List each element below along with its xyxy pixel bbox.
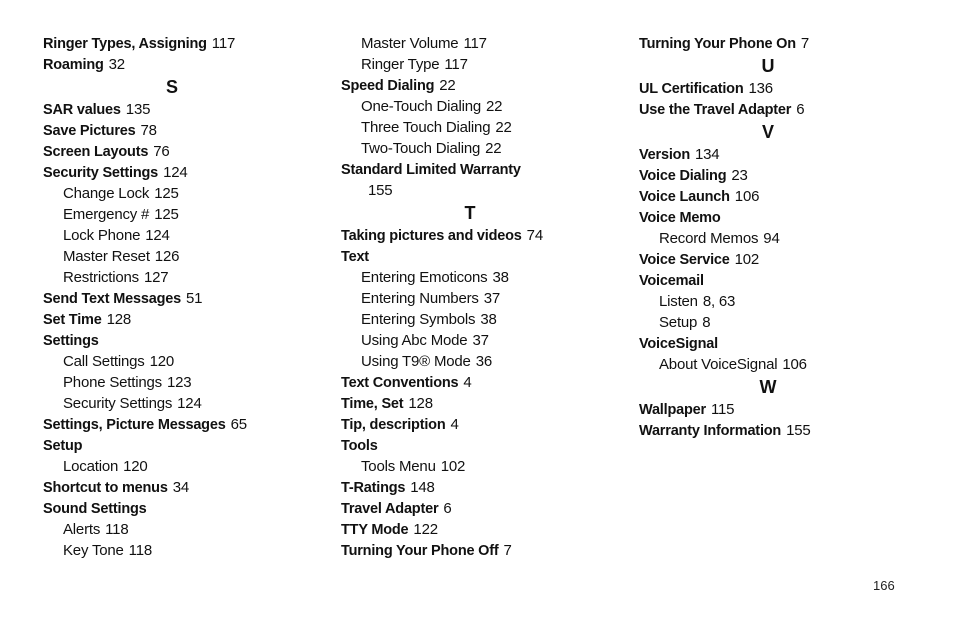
- index-page-ref: 115: [710, 401, 735, 418]
- index-term: Screen Layouts: [43, 144, 149, 160]
- index-page-ref: 76: [153, 143, 170, 160]
- index-term: Alerts: [63, 521, 101, 538]
- index-term: Key Tone: [63, 542, 124, 559]
- index-term: Travel Adapter: [341, 501, 439, 517]
- index-term: VoiceSignal: [639, 336, 718, 352]
- index-page-ref: 122: [413, 521, 438, 538]
- index-entry: [43, 162, 323, 183]
- index-page-ref: 117: [211, 35, 236, 52]
- index-page-ref: 124: [145, 227, 170, 244]
- index-term: Send Text Messages: [43, 291, 181, 307]
- index-page-ref: 4: [450, 416, 459, 433]
- index-entry: [43, 54, 323, 75]
- index-term: Version: [639, 147, 690, 163]
- index-subentry: [639, 312, 919, 333]
- index-page-ref: 148: [410, 479, 435, 496]
- index-page-ref: 51: [185, 290, 203, 307]
- index-term: Using Abc Mode: [361, 332, 468, 349]
- index-subentry: [43, 456, 323, 477]
- index-subentry: [43, 393, 323, 414]
- index-page-ref: 8, 63: [702, 293, 736, 310]
- index-page-ref: 123: [166, 374, 192, 391]
- index-page-ref: 102: [440, 458, 466, 475]
- index-term: Voice Memo: [639, 210, 721, 226]
- index-subentry: [43, 267, 323, 288]
- index-page-ref: 155: [368, 182, 393, 199]
- index-term: Call Settings: [63, 353, 145, 370]
- index-subentry: [639, 228, 919, 249]
- index-page-ref: 7: [800, 35, 810, 52]
- index-subentry: [43, 246, 323, 267]
- index-entry: [639, 99, 919, 120]
- index-subentry: [341, 351, 621, 372]
- index-term: Security Settings: [63, 395, 173, 412]
- index-term: Sound Settings: [43, 501, 147, 517]
- index-term: Setup: [659, 314, 698, 331]
- index-entry: [43, 99, 323, 120]
- index-entry: [639, 270, 919, 291]
- index-page-ref: 120: [123, 458, 148, 475]
- index-term: Security Settings: [43, 165, 159, 181]
- index-page-ref: 37: [483, 290, 500, 307]
- index-term: Voice Launch: [639, 189, 730, 205]
- index-page-ref: 65: [230, 416, 247, 433]
- index-entry: [43, 288, 323, 309]
- index-page-ref: 38: [492, 269, 509, 286]
- index-page-ref: 117: [444, 56, 468, 73]
- index-term: Turning Your Phone On: [639, 36, 796, 52]
- index-entry: [341, 393, 621, 414]
- index-subentry: [43, 183, 323, 204]
- index-term: Emergency #: [63, 206, 150, 223]
- index-entry: [639, 186, 919, 207]
- index-term: One-Touch Dialing: [361, 98, 481, 115]
- index-entry: [639, 333, 919, 354]
- index-page-ref: 102: [734, 251, 760, 268]
- index-term: Settings: [43, 333, 99, 349]
- index-page-ref: 4: [463, 374, 472, 391]
- index-entry: [43, 435, 323, 456]
- index-page-ref: 135: [125, 101, 151, 118]
- index-entry: [341, 477, 621, 498]
- index-page-ref: 36: [475, 353, 492, 370]
- index-subentry: [341, 33, 621, 54]
- index-term: Wallpaper: [639, 402, 706, 418]
- index-entry: [639, 420, 919, 441]
- index-page-ref: 38: [480, 311, 497, 328]
- index-subentry: [639, 354, 919, 375]
- index-entry: [639, 144, 919, 165]
- index-page-ref: 32: [108, 56, 125, 73]
- index-term: Master Reset: [63, 248, 150, 265]
- index-term: Ringer Types, Assigning: [43, 36, 207, 52]
- index-entry: [43, 414, 323, 435]
- index-subentry: [341, 456, 621, 477]
- index-subentry: [341, 267, 621, 288]
- index-term: Tools Menu: [361, 458, 436, 475]
- index-page-ref: 134: [695, 146, 720, 163]
- index-term: Entering Numbers: [361, 290, 479, 307]
- index-subentry: [341, 309, 621, 330]
- index-page-ref: 118: [128, 542, 152, 559]
- index-page-ref: 37: [472, 332, 489, 349]
- index-subentry: [341, 54, 621, 75]
- index-term: Text: [341, 249, 369, 265]
- index-subentry: [43, 540, 323, 561]
- index-page-ref: 7: [503, 542, 512, 559]
- index-subentry: [341, 138, 621, 159]
- index-column-1: [43, 33, 323, 561]
- index-column-2: [341, 33, 621, 561]
- index-page-ref: 118: [105, 521, 129, 538]
- index-term: T-Ratings: [341, 480, 406, 496]
- index-subentry: [341, 288, 621, 309]
- index-entry: [639, 399, 919, 420]
- index-term: Two-Touch Dialing: [361, 140, 481, 157]
- index-page-ref: 22: [439, 77, 456, 94]
- index-page-ref: 155: [786, 422, 811, 439]
- index-subentry: [43, 351, 323, 372]
- index-page-ref: 125: [154, 206, 179, 223]
- section-letter: U: [761, 56, 775, 76]
- section-letter: S: [165, 77, 178, 97]
- index-term: Warranty Information: [639, 423, 782, 439]
- index-term: Three Touch Dialing: [361, 119, 491, 136]
- index-entry: [341, 414, 621, 435]
- index-term: Entering Emoticons: [361, 269, 488, 286]
- index-term: Taking pictures and videos: [341, 228, 522, 244]
- index-entry: [43, 330, 323, 351]
- section-letter: W: [759, 377, 777, 397]
- index-entry: [341, 519, 621, 540]
- index-page-ref: 125: [154, 185, 179, 202]
- index-term: Turning Your Phone Off: [341, 543, 499, 559]
- index-page-ref: 8: [702, 314, 711, 331]
- index-term: Ringer Type: [361, 56, 440, 73]
- index-term: Tools: [341, 438, 378, 454]
- index-term: Change Lock: [63, 185, 150, 202]
- index-page-ref: 78: [140, 122, 157, 139]
- index-page-ref: 106: [734, 188, 760, 205]
- index-term: Record Memos: [659, 230, 759, 247]
- index-page-ref: 120: [149, 353, 175, 370]
- index-page-ref: 22: [485, 140, 502, 157]
- index-entry: [639, 249, 919, 270]
- index-term: Listen: [659, 293, 698, 310]
- index-subentry: [43, 204, 323, 225]
- index-subentry: [341, 117, 621, 138]
- index-term: About VoiceSignal: [659, 356, 778, 373]
- index-subentry: [43, 225, 323, 246]
- index-entry-continuation: [341, 180, 621, 201]
- index-subentry: [639, 291, 919, 312]
- index-entry: [341, 225, 621, 246]
- index-term: Location: [63, 458, 119, 475]
- index-term: Voice Dialing: [639, 168, 727, 184]
- index-page-ref: 6: [796, 101, 805, 118]
- index-term: SAR values: [43, 102, 121, 118]
- index-page-ref: 6: [443, 500, 452, 517]
- index-page-ref: 136: [748, 80, 773, 97]
- index-page-ref: 124: [177, 395, 202, 412]
- index-term: Restrictions: [63, 269, 139, 286]
- index-term: Time, Set: [341, 396, 404, 412]
- index-subentry: [341, 330, 621, 351]
- index-subentry: [341, 96, 621, 117]
- index-entry: [639, 165, 919, 186]
- index-page-ref: 22: [495, 119, 512, 136]
- index-term: Text Conventions: [341, 375, 459, 391]
- index-term: Voicemail: [639, 273, 704, 289]
- index-entry: [341, 159, 621, 180]
- index-entry: [341, 435, 621, 456]
- index-entry: [341, 246, 621, 267]
- index-term: Save Pictures: [43, 123, 136, 139]
- index-term: UL Certification: [639, 81, 744, 97]
- index-term: Use the Travel Adapter: [639, 102, 792, 118]
- index-entry: [341, 75, 621, 96]
- index-term: Entering Symbols: [361, 311, 476, 328]
- index-entry: [341, 372, 621, 393]
- index-page-ref: 106: [782, 356, 807, 373]
- index-entry: [43, 477, 323, 498]
- index-term: Setup: [43, 438, 83, 454]
- index-entry: [43, 120, 323, 141]
- index-page-ref: 22: [486, 98, 503, 115]
- index-page-ref: 128: [408, 395, 433, 412]
- section-letter: T: [464, 203, 476, 223]
- index-column-3: [639, 33, 919, 441]
- index-entry: [43, 33, 323, 54]
- index-entry: [341, 540, 621, 561]
- index-term: Shortcut to menus: [43, 480, 168, 496]
- index-term: Roaming: [43, 57, 104, 73]
- index-page-ref: 23: [731, 167, 748, 184]
- section-letter: V: [761, 122, 774, 142]
- index-term: Lock Phone: [63, 227, 141, 244]
- index-term: TTY Mode: [341, 522, 409, 538]
- index-subentry: [43, 519, 323, 540]
- index-entry: [639, 78, 919, 99]
- index-entry: [43, 141, 323, 162]
- index-entry: [639, 33, 919, 54]
- index-page-ref: 128: [106, 311, 132, 328]
- index-entry: [341, 498, 621, 519]
- index-entry: [639, 207, 919, 228]
- index-page-ref: 124: [163, 164, 188, 181]
- index-term: Tip, description: [341, 417, 446, 433]
- index-term: Set Time: [43, 312, 102, 328]
- index-page-ref: 94: [763, 230, 780, 247]
- index-page-ref: 127: [143, 269, 169, 286]
- index-page-ref: 117: [463, 35, 487, 52]
- index-subentry: [43, 372, 323, 393]
- index-entry: [43, 498, 323, 519]
- index-term: Voice Service: [639, 252, 730, 268]
- index-term: Settings, Picture Messages: [43, 417, 226, 433]
- index-term: Using T9® Mode: [361, 353, 471, 370]
- index-page-ref: 34: [172, 479, 189, 496]
- index-term: Speed Dialing: [341, 78, 435, 94]
- index-page-ref: 126: [154, 248, 180, 265]
- page-number: 166: [873, 578, 895, 593]
- index-term: Standard Limited Warranty: [341, 162, 521, 178]
- index-term: Master Volume: [361, 35, 459, 52]
- index-entry: [43, 309, 323, 330]
- index-term: Phone Settings: [63, 374, 162, 391]
- index-page-ref: 74: [526, 227, 543, 244]
